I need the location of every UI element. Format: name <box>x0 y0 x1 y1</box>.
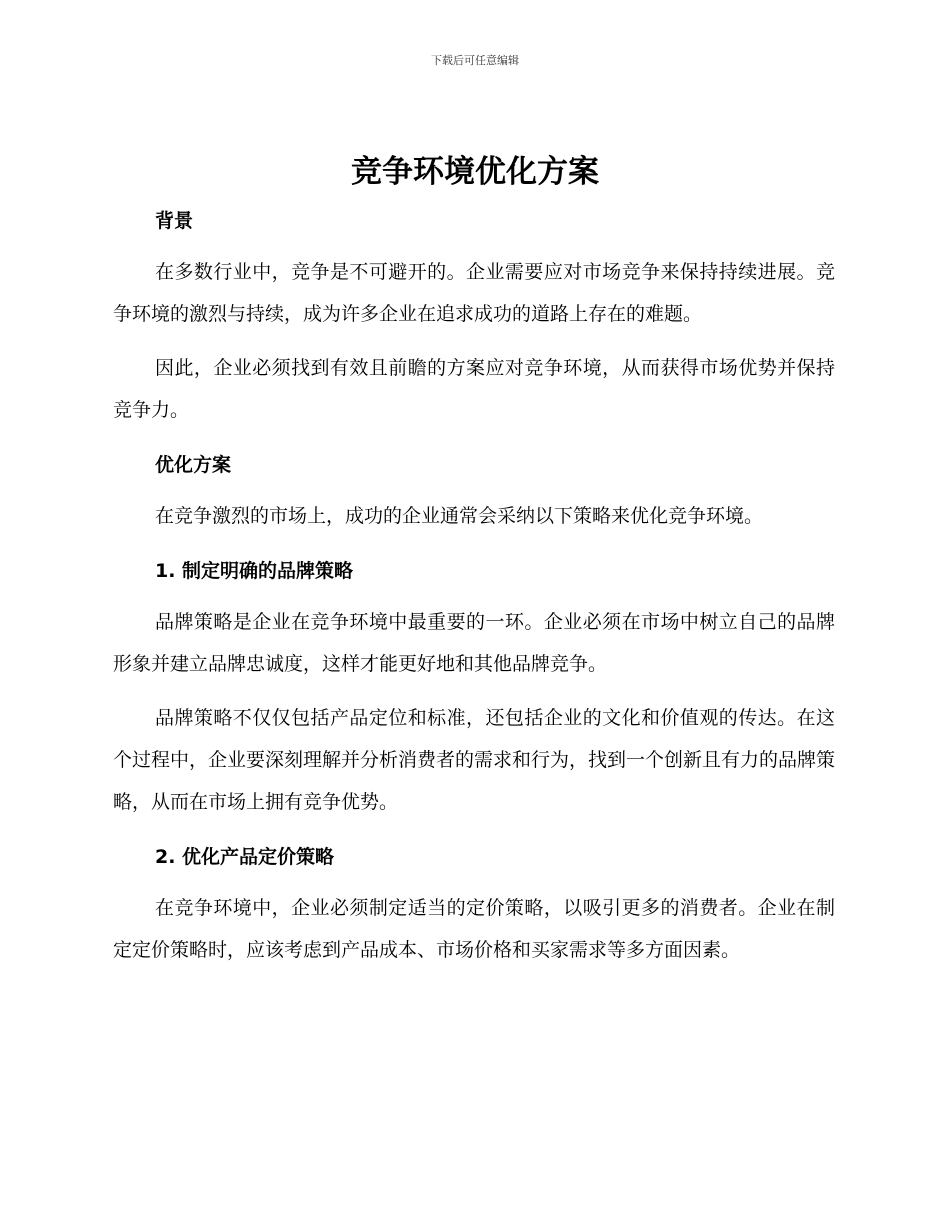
pricing-paragraph-1: 在竞争环境中，企业必须制定适当的定价策略，以吸引更多的消费者。企业在制定定价策略时，应该考虑到产品成本、市场价格和买家需求等多方面因素。 <box>113 897 835 961</box>
header-note: 下载后可任意编辑 <box>431 54 519 67</box>
document-body <box>113 203 835 971</box>
brand-paragraph-2: 品牌策略不仅仅包括产品定位和标准，还包括企业的文化和价值观的传达。在这个过程中，企业要深刻理解并分析消费者的需求和行为，找到一个创新且有力的品牌策略，从而在市场上拥有竞争优势。 <box>113 707 836 813</box>
brand-paragraph-1: 品牌策略是企业在竞争环境中最重要的一环。企业必须在市场中树立自己的品牌形象并建立品牌忠诚度，这样才能更好地和其他品牌竞争。 <box>113 611 835 675</box>
background-paragraph-2: 因此，企业必须找到有效且前瞻的方案应对竞争环境，从而获得市场优势并保持竞争力。 <box>113 357 835 421</box>
document-title: 竞争环境优化方案 <box>351 154 599 190</box>
section-heading-brand-strategy: 1. 制定明确的品牌策略 <box>155 560 354 582</box>
background-paragraph-1: 在多数行业中，竞争是不可避开的。企业需要应对市场竞争来保持持续进展。竞争环境的激烈与持续，成为许多企业在追求成功的道路上存在的难题。 <box>113 261 835 325</box>
optimization-paragraph-1: 在竞争激烈的市场上，成功的企业通常会采纳以下策略来优化竞争环境。 <box>155 505 764 527</box>
section-heading-optimization: 优化方案 <box>155 454 232 476</box>
section-heading-pricing-strategy: 2. 优化产品定价策略 <box>155 846 335 868</box>
section-heading-background: 背景 <box>155 210 194 232</box>
